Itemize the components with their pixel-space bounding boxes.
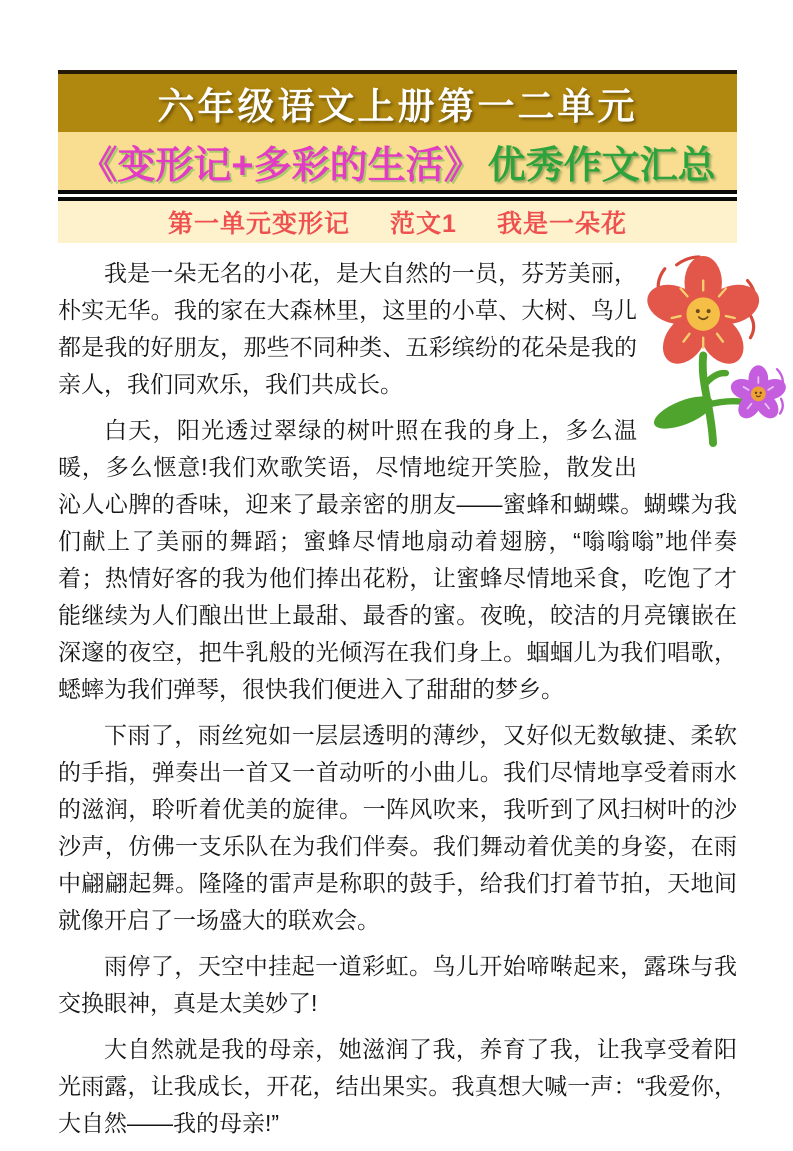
document-header: [58, 70, 737, 243]
section-essay-title: 我是一朵花: [496, 210, 627, 238]
document-page: [58, 70, 737, 1151]
essay-paragraph: 雨停了，天空中挂起一道彩虹。鸟儿开始啼啭起来，露珠与我交换眼神，真是太美妙了!: [58, 953, 737, 1016]
subtitle-book-title: 《变形记+多彩的生活》: [79, 144, 482, 187]
subtitle-suffix: 优秀作文汇总: [487, 144, 716, 187]
essay-paragraph: 我是一朵无名的小花，是大自然的一员，芬芳美丽，朴实无华。我的家在大森林里，这里的小草、大树、鸟儿都是我的好朋友，那些不同种类、五彩缤纷的花朵是我的亲人，我们同欢乐，我们共成长。: [58, 260, 637, 397]
section-unit-label: 第一单元变形记: [168, 210, 351, 238]
smiling-flowers-icon: [647, 255, 787, 447]
essay-paragraph: 大自然就是我的母亲，她滋润了我，养育了我，让我享受着阳光雨露，让我成长，开花，结出果实。我真想大喊一声：“我爱你，大自然——我的母亲!”: [58, 1036, 737, 1136]
subtitle-banner: [58, 132, 737, 190]
essay-paragraph: 白天，阳光透过翠绿的树叶照在我的身上，多么温暖，多么惬意!我们欢歌笑语，尽情地绽开笑脸，散发出沁人心脾的香味，迎来了最亲密的朋友——蜜蜂和蝴蝶。蝴蝶为我们献上了美丽的舞蹈；蜜蜂尽情地扇动着翅膀，“嗡嗡嗡”地伴奏着；热情好客的我为他们捧出花粉，让蜜蜂尽情地采食，吃饱了才能继续为人们酿出世上最甜、最香的蜜。夜晚，皎洁的月亮镶嵌在深邃的夜空，把牛乳般的光倾泻在我们身上。蝈蝈儿为我们唱歌，蟋蟀为我们弹琴，很快我们便进入了甜甜的梦乡。: [58, 417, 737, 702]
title-banner: [58, 70, 737, 132]
page-title: 六年级语文上册第一二单元: [157, 86, 638, 127]
double-rule-divider: [58, 190, 737, 201]
essay-body: [58, 255, 737, 1142]
section-sample-label: 范文1: [390, 210, 457, 238]
essay-paragraph: 下雨了，雨丝宛如一层层透明的薄纱，又好似无数敏捷、柔软的手指，弹奏出一首又一首动听的小曲儿。我们尽情地享受着雨水的滋润，聆听着优美的旋律。一阵风吹来，我听到了风扫树叶的沙沙声，仿佛一支乐队在为我们伴奏。我们舞动着优美的身姿，在雨中翩翩起舞。隆隆的雷声是称职的鼓手，给我们打着节拍，天地间就像开启了一场盛大的联欢会。: [58, 722, 737, 933]
flower-illustration: [647, 255, 787, 447]
section-title-bar: [58, 201, 737, 243]
